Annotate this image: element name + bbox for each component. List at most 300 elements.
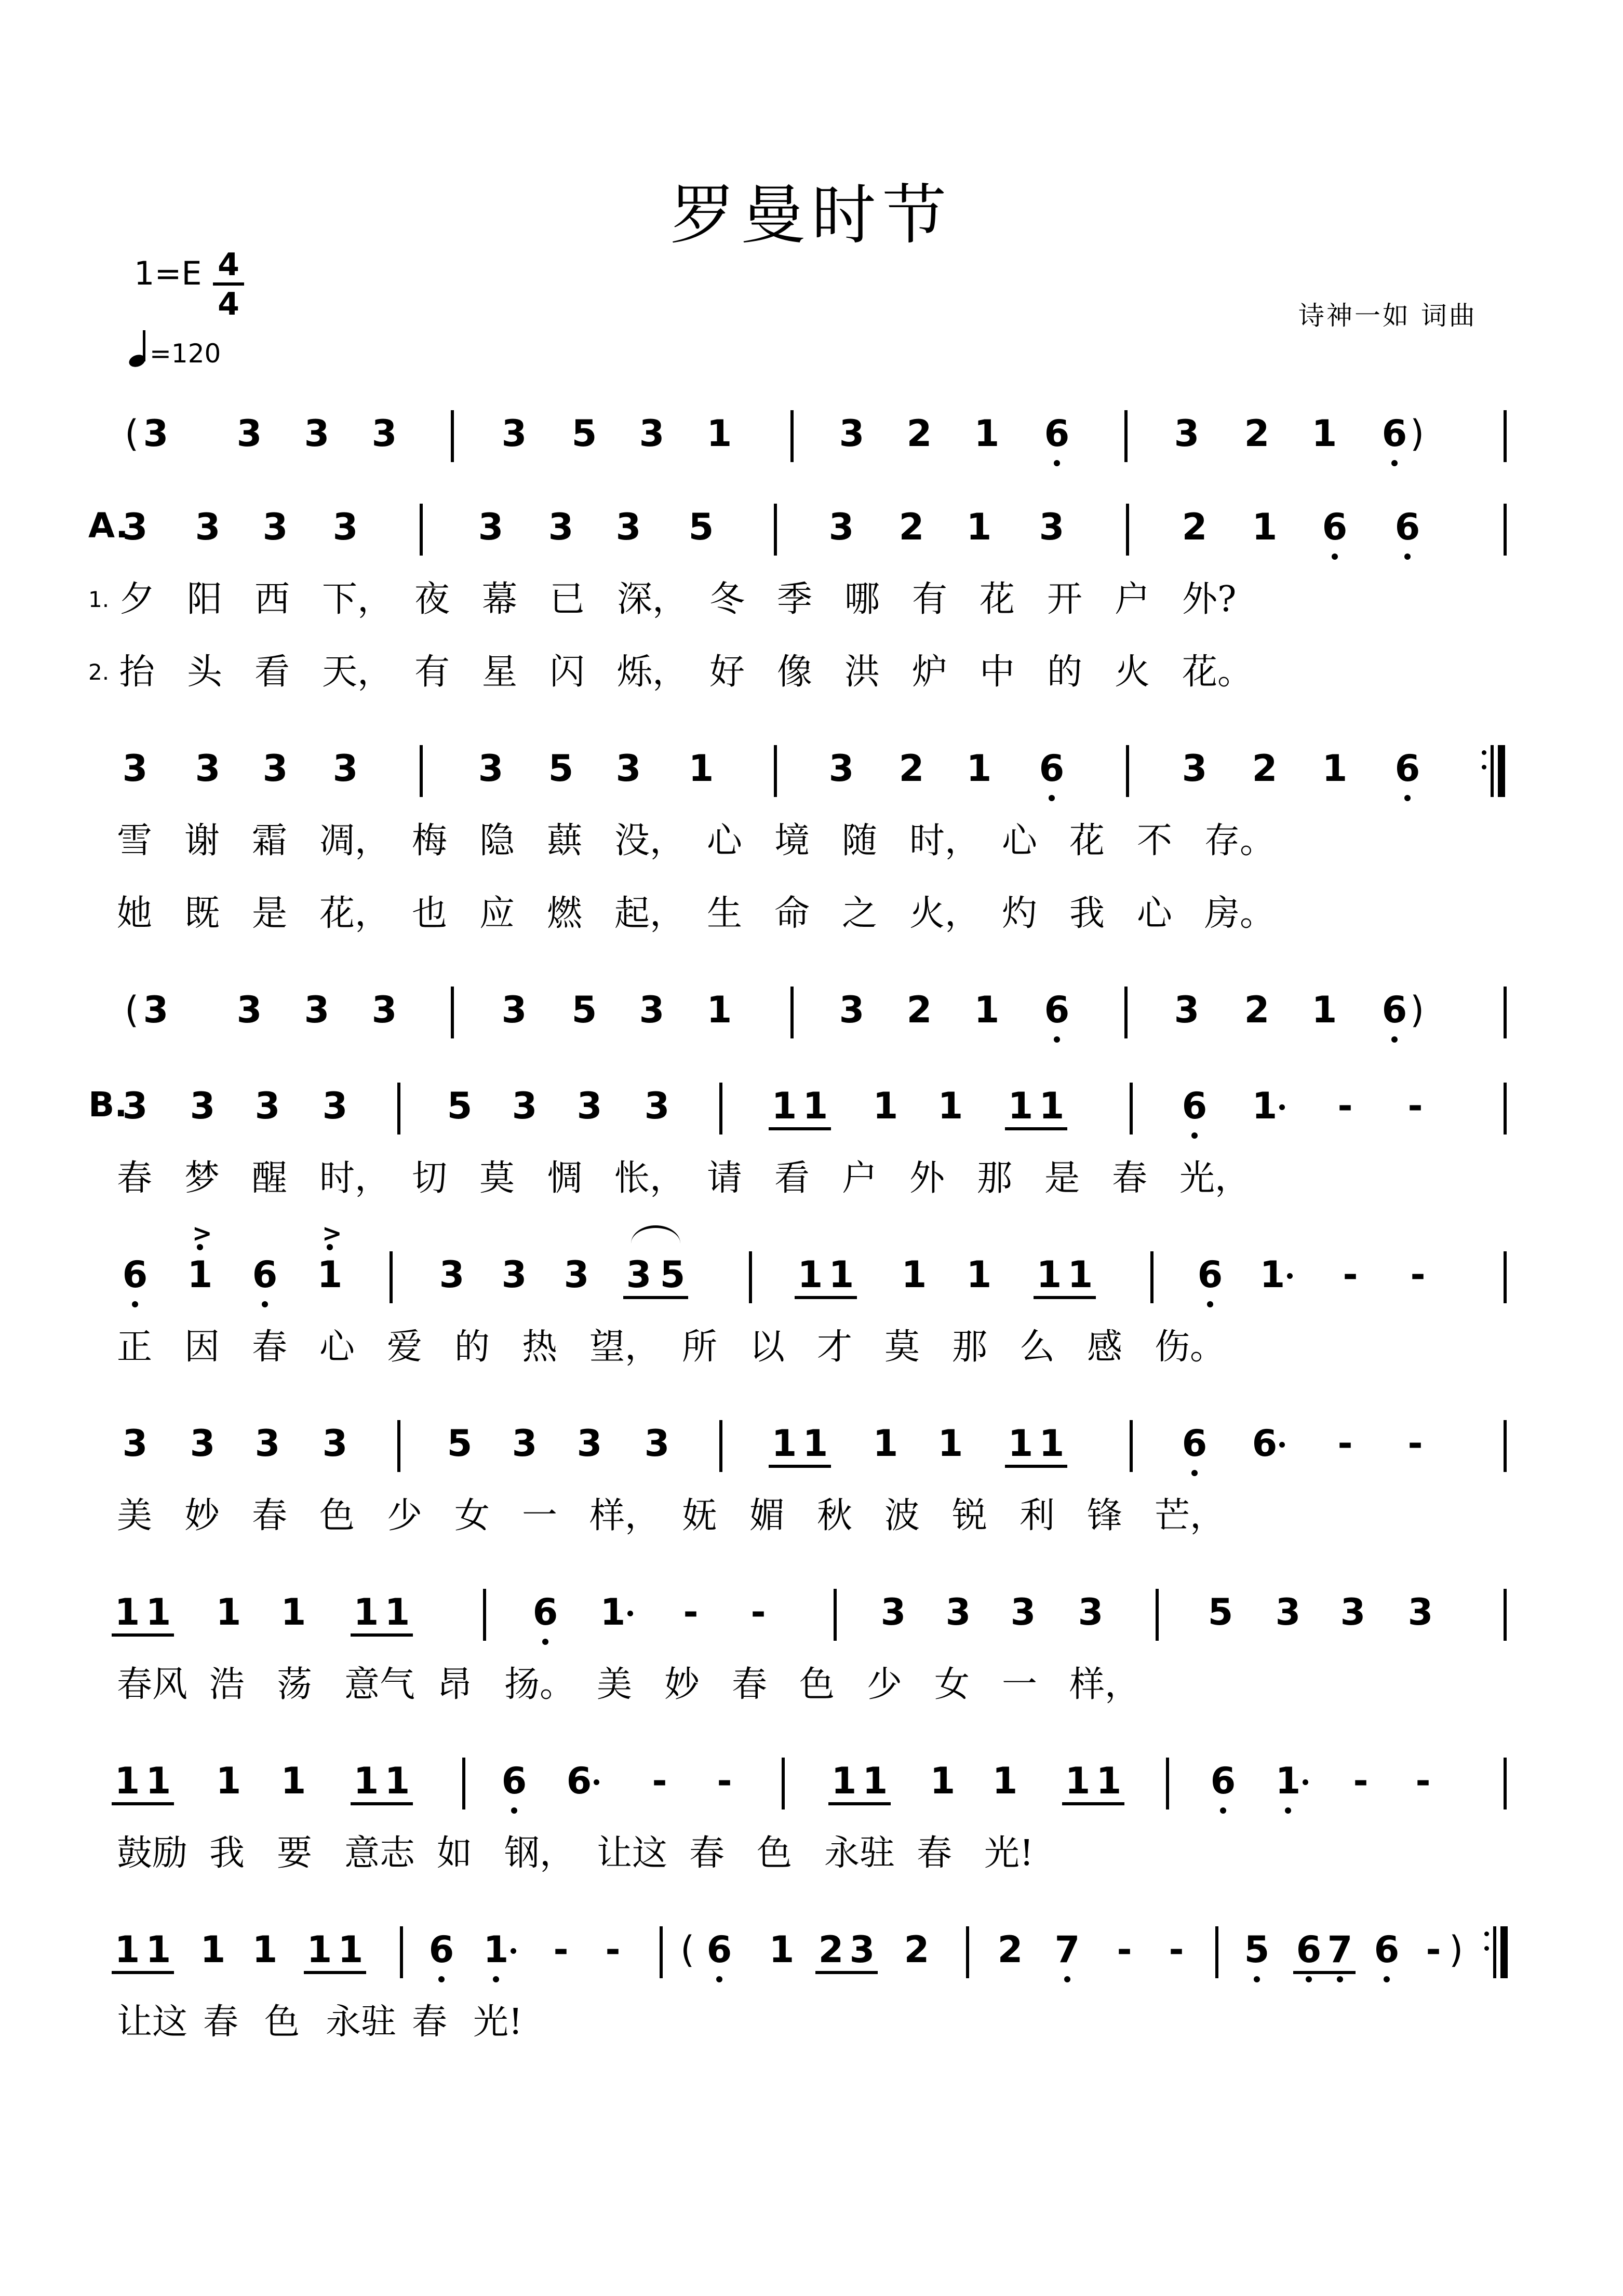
- note: 3: [828, 506, 854, 548]
- lyric-syllable: 看: [254, 652, 290, 693]
- low-octave-dot: [1384, 1976, 1390, 1982]
- note: 2: [904, 1928, 930, 1971]
- quarter-note-icon: [129, 332, 150, 369]
- low-octave-dot: [1332, 553, 1338, 560]
- augmentation-dot: [511, 1948, 516, 1954]
- lyric-syllable: 所: [682, 1327, 718, 1368]
- note: 3: [615, 747, 641, 790]
- note: 1: [252, 1928, 278, 1971]
- lyric-syllable: 春: [732, 1664, 768, 1705]
- note: -: [683, 1591, 699, 1633]
- note: 6: [1044, 989, 1070, 1031]
- note: 1: [688, 747, 714, 790]
- note: 6: [566, 1760, 592, 1802]
- note: 3: [322, 1085, 348, 1127]
- note: 1: [771, 1085, 797, 1127]
- barline: [1126, 504, 1129, 556]
- low-octave-dot: [1049, 795, 1055, 801]
- lyric-syllable: 惆: [547, 1158, 583, 1199]
- note: 3: [190, 1085, 216, 1127]
- note: 6: [1252, 1422, 1278, 1465]
- underline-beam: [769, 1127, 831, 1130]
- underline-beam: [1062, 1802, 1124, 1805]
- lyric-syllable: 感: [1087, 1327, 1123, 1368]
- note: 1: [216, 1591, 242, 1633]
- lyric-syllable: 的: [1047, 652, 1083, 693]
- barline: [1130, 1420, 1133, 1472]
- lyric-syllable: 秋: [817, 1495, 853, 1536]
- lyric-syllable: 妙: [184, 1495, 220, 1536]
- lyric-syllable: 波: [884, 1495, 920, 1536]
- note: 3: [501, 1253, 527, 1296]
- barline: [774, 745, 777, 797]
- note: 3: [122, 506, 148, 548]
- lyric-syllable: 闪: [549, 652, 585, 693]
- lyric-syllable: 不: [1137, 820, 1173, 861]
- note: 1: [353, 1760, 379, 1802]
- lyric-syllable: 中: [980, 652, 1015, 693]
- repeat-dots: [1483, 1926, 1490, 1957]
- lyric-syllable: 我: [1069, 893, 1105, 934]
- barline: [1504, 410, 1507, 462]
- note: 5: [571, 412, 597, 455]
- low-octave-dot: [1254, 1976, 1260, 1982]
- lyric-syllable: 谢: [184, 820, 220, 861]
- note: 3: [304, 412, 330, 455]
- note: 3: [190, 1422, 216, 1465]
- note: 1: [862, 1760, 888, 1802]
- barline: [397, 1083, 400, 1135]
- time-signature-bottom: 4: [218, 286, 239, 322]
- lyric-syllable: 梦: [184, 1158, 220, 1199]
- note: 1: [1252, 506, 1278, 548]
- note: 1: [930, 1760, 956, 1802]
- note: -: [1117, 1928, 1132, 1971]
- low-octave-dot: [1404, 553, 1411, 560]
- lyric-syllable: 如: [437, 1833, 473, 1874]
- section-label: A.: [88, 506, 129, 546]
- note: -: [1415, 1760, 1431, 1802]
- lyric-syllable: 命: [774, 893, 810, 934]
- lyric-syllable: 火，: [909, 893, 981, 934]
- note: 3: [576, 1085, 602, 1127]
- lyric-syllable: 望，: [589, 1327, 661, 1368]
- note: 3: [195, 747, 221, 790]
- note: 6: [1394, 506, 1420, 548]
- note: 3: [1078, 1591, 1104, 1633]
- lyric-syllable: 的: [454, 1327, 490, 1368]
- lyric-syllable: 夜: [414, 579, 450, 620]
- note: 1: [966, 747, 992, 790]
- lyric-syllable: 蕻: [547, 820, 583, 861]
- underline-beam: [1293, 1971, 1356, 1974]
- lyric-syllable: 样，: [589, 1495, 661, 1536]
- lyric-syllable: 我: [209, 1833, 245, 1874]
- lyric-syllable: 光!: [473, 2002, 523, 2043]
- slur: [631, 1225, 680, 1244]
- lyric-syllable: 妩: [682, 1495, 718, 1536]
- note: -: [1337, 1085, 1353, 1127]
- note: 3: [262, 747, 288, 790]
- lyric-syllable: 有: [414, 652, 450, 693]
- note: -: [553, 1928, 569, 1971]
- note: 3: [849, 1928, 875, 1971]
- barline: [390, 1251, 393, 1303]
- lyric-syllable: 之: [842, 893, 878, 934]
- note: 2: [818, 1928, 844, 1971]
- note: 3: [1275, 1591, 1301, 1633]
- lyric-syllable: 起，: [614, 893, 686, 934]
- note: 1: [937, 1085, 963, 1127]
- close-paren: ): [1410, 412, 1425, 455]
- lyric-syllable: 那: [977, 1158, 1013, 1199]
- lyric-syllable: 时，: [909, 820, 981, 861]
- lyric-syllable: 意气: [344, 1664, 415, 1705]
- note: 1: [280, 1591, 306, 1633]
- note: 1: [873, 1085, 898, 1127]
- note: 3: [478, 506, 504, 548]
- note: 7: [1327, 1928, 1353, 1971]
- note: 3: [512, 1085, 538, 1127]
- underline-beam: [112, 1971, 174, 1974]
- lyric-syllable: 好: [709, 652, 745, 693]
- underline-beam: [828, 1802, 891, 1805]
- lyric-syllable: 隐: [479, 820, 515, 861]
- note: -: [1169, 1928, 1184, 1971]
- lyric-syllable: 醒: [252, 1158, 288, 1199]
- low-octave-dot: [1191, 1470, 1198, 1476]
- augmentation-dot: [1287, 1273, 1293, 1279]
- underline-beam: [1005, 1127, 1067, 1130]
- low-octave-dot: [1191, 1132, 1198, 1139]
- note: 6: [1182, 1422, 1208, 1465]
- underline-beam: [795, 1296, 857, 1299]
- note: 3: [512, 1422, 538, 1465]
- lyric-syllable: 雪: [117, 820, 153, 861]
- note: 6: [1210, 1760, 1236, 1802]
- close-paren: ): [1449, 1928, 1464, 1971]
- lyric-syllable: 花: [980, 579, 1015, 620]
- note: 3: [639, 989, 665, 1031]
- note: 7: [1054, 1928, 1080, 1971]
- barline: [719, 1420, 722, 1472]
- lyric-syllable: 花，: [319, 893, 391, 934]
- final-barline: [1500, 1926, 1508, 1978]
- barline: [790, 410, 794, 462]
- barline: [1504, 504, 1507, 556]
- note: 3: [122, 747, 148, 790]
- barline: [451, 410, 454, 462]
- close-paren: ): [1410, 989, 1425, 1031]
- note: 3: [254, 1422, 280, 1465]
- low-octave-dot: [1391, 1036, 1398, 1043]
- note: 6: [706, 1928, 732, 1971]
- lyric-syllable: 冬: [709, 579, 745, 620]
- lyric-syllable: 伤。: [1155, 1327, 1226, 1368]
- lyric-syllable: 色: [799, 1664, 835, 1705]
- lyric-syllable: 烁，: [617, 652, 688, 693]
- note: 6: [1044, 412, 1070, 455]
- note: 5: [660, 1253, 686, 1296]
- note: 1: [338, 1928, 364, 1971]
- lyric-syllable: 请: [707, 1158, 743, 1199]
- verse-number: 1.: [88, 587, 110, 612]
- note: 6: [1039, 747, 1065, 790]
- note: 6: [532, 1591, 558, 1633]
- note: -: [1337, 1422, 1353, 1465]
- lyric-syllable: 季: [777, 579, 813, 620]
- note: 1: [317, 1253, 343, 1296]
- note: 3: [122, 1085, 148, 1127]
- barline: [1504, 1420, 1507, 1472]
- note: 6: [1374, 1928, 1400, 1971]
- note: 3: [262, 506, 288, 548]
- note: 6: [1296, 1928, 1322, 1971]
- lyric-syllable: 美: [117, 1495, 153, 1536]
- note: 3: [501, 989, 527, 1031]
- barline: [660, 1926, 663, 1978]
- note: 1: [1067, 1253, 1093, 1296]
- lyric-syllable: 让这: [117, 2002, 188, 2043]
- note: 6: [1197, 1253, 1223, 1296]
- low-octave-dot: [511, 1807, 517, 1814]
- note: 1: [1259, 1253, 1285, 1296]
- song-title: 罗曼时节: [670, 178, 953, 253]
- note: 3: [639, 412, 665, 455]
- barline: [1130, 1083, 1133, 1135]
- note: 3: [945, 1591, 971, 1633]
- note: 3: [501, 412, 527, 455]
- lyric-syllable: 锋: [1087, 1495, 1123, 1536]
- lyric-syllable: 霜: [252, 820, 288, 861]
- note: 1: [966, 506, 992, 548]
- note: 6: [428, 1928, 454, 1971]
- note: 5: [1244, 1928, 1270, 1971]
- open-paren: (: [125, 989, 139, 1031]
- augmentation-dot: [1303, 1779, 1308, 1785]
- note: 2: [1244, 412, 1270, 455]
- lyric-syllable: 外: [909, 1158, 945, 1199]
- lyric-syllable: 没，: [614, 820, 686, 861]
- lyric-syllable: 女: [454, 1495, 490, 1536]
- key-signature: 1=E: [134, 254, 202, 292]
- note: 1: [828, 1253, 854, 1296]
- low-octave-dot: [1054, 460, 1060, 466]
- lyric-syllable: 那: [952, 1327, 988, 1368]
- credit-line: 诗神一如 词曲: [1298, 301, 1477, 331]
- note: 1: [974, 412, 1000, 455]
- barline: [1493, 1926, 1496, 1978]
- note: -: [717, 1760, 732, 1802]
- note: 3: [236, 989, 262, 1031]
- lyric-syllable: 永驻: [824, 1833, 895, 1874]
- lyric-syllable: 下，: [322, 579, 393, 620]
- note: 1: [901, 1253, 927, 1296]
- barline: [420, 745, 423, 797]
- note: 3: [304, 989, 330, 1031]
- note: 5: [548, 747, 574, 790]
- lyric-syllable: 让这: [597, 1833, 668, 1874]
- note: 6: [122, 1253, 148, 1296]
- note: 3: [371, 412, 397, 455]
- note: -: [1407, 1085, 1423, 1127]
- final-barline: [1498, 745, 1505, 797]
- barline: [1150, 1251, 1153, 1303]
- note: 5: [1208, 1591, 1233, 1633]
- note: 3: [332, 747, 358, 790]
- lyric-syllable: 以: [749, 1327, 785, 1368]
- accent-mark: >: [322, 1219, 342, 1247]
- note: 3: [322, 1422, 348, 1465]
- note: 3: [122, 1422, 148, 1465]
- note: 6: [501, 1760, 527, 1802]
- lyric-syllable: 天，: [322, 652, 393, 693]
- lyric-syllable: 钢，: [504, 1833, 575, 1874]
- note: 1: [1036, 1253, 1062, 1296]
- lyric-syllable: 光!: [984, 1833, 1034, 1874]
- note: 3: [1010, 1591, 1036, 1633]
- barline: [400, 1926, 403, 1978]
- low-octave-dot: [438, 1976, 445, 1982]
- lyric-syllable: 生: [707, 893, 743, 934]
- lyric-syllable: 荡: [277, 1664, 313, 1705]
- lyric-syllable: 深，: [617, 579, 688, 620]
- lyric-syllable: 花: [1069, 820, 1105, 861]
- note: 2: [1244, 989, 1270, 1031]
- note: 2: [906, 989, 932, 1031]
- lyric-syllable: 爱: [387, 1327, 423, 1368]
- note: 1: [306, 1928, 332, 1971]
- low-octave-dot: [1337, 1976, 1343, 1982]
- barline: [719, 1083, 722, 1135]
- note: 1: [797, 1253, 823, 1296]
- note: 1: [145, 1591, 171, 1633]
- note: 1: [1275, 1760, 1301, 1802]
- note: 1: [1008, 1085, 1034, 1127]
- lyric-syllable: 怅，: [614, 1158, 686, 1199]
- note: 3: [1174, 412, 1200, 455]
- note: -: [750, 1591, 766, 1633]
- note: 1: [1039, 1422, 1065, 1465]
- note: 2: [997, 1928, 1023, 1971]
- note: 1: [353, 1591, 379, 1633]
- low-octave-dot: [1391, 460, 1398, 466]
- lyric-syllable: 昂: [437, 1664, 473, 1705]
- barline: [1504, 987, 1507, 1038]
- barline: [483, 1589, 486, 1641]
- barline: [1156, 1589, 1159, 1641]
- lyric-syllable: 户: [1115, 579, 1150, 620]
- lyric-syllable: 美: [597, 1664, 633, 1705]
- note: 3: [236, 412, 262, 455]
- note: 2: [1182, 506, 1208, 548]
- lyric-syllable: 开: [1047, 579, 1083, 620]
- lyric-syllable: 境: [774, 820, 810, 861]
- lyric-syllable: 芒，: [1155, 1495, 1226, 1536]
- note: 6: [1381, 989, 1407, 1031]
- note: 1: [1039, 1085, 1065, 1127]
- barline: [451, 987, 454, 1038]
- note: 3: [828, 747, 854, 790]
- note: 5: [447, 1422, 473, 1465]
- note: 3: [644, 1085, 670, 1127]
- lyric-syllable: 哪: [844, 579, 880, 620]
- barline: [1124, 410, 1128, 462]
- lyric-syllable: 头: [187, 652, 223, 693]
- lyric-syllable: 凋，: [319, 820, 391, 861]
- underline-beam: [351, 1633, 413, 1637]
- note: -: [1353, 1760, 1369, 1802]
- barline: [1504, 1251, 1507, 1303]
- barline: [749, 1251, 752, 1303]
- note: 2: [906, 412, 932, 455]
- lyric-syllable: 春: [252, 1327, 288, 1368]
- note: 5: [688, 506, 714, 548]
- low-octave-dot: [1285, 1807, 1291, 1814]
- note: 5: [571, 989, 597, 1031]
- tempo-value: =120: [150, 339, 221, 369]
- lyric-syllable: 时，: [319, 1158, 391, 1199]
- note: 3: [1182, 747, 1208, 790]
- lyric-syllable: 色: [319, 1495, 355, 1536]
- lyric-syllable: 西: [254, 579, 290, 620]
- note: 1: [1311, 412, 1337, 455]
- note: 1: [873, 1422, 898, 1465]
- note: 3: [195, 506, 221, 548]
- note: 3: [1039, 506, 1065, 548]
- note: 1: [706, 412, 732, 455]
- lyric-syllable: 燃: [547, 893, 583, 934]
- note: 1: [384, 1760, 410, 1802]
- note: 3: [439, 1253, 465, 1296]
- note: 1: [384, 1591, 410, 1633]
- note: 3: [1407, 1591, 1433, 1633]
- note: 1: [802, 1085, 828, 1127]
- lyric-syllable: 热: [522, 1327, 558, 1368]
- lyric-syllable: 随: [842, 820, 878, 861]
- underline-beam: [815, 1971, 878, 1974]
- lyric-syllable: 女: [934, 1664, 970, 1705]
- note: 1: [200, 1928, 226, 1971]
- lyric-syllable: 才: [817, 1327, 853, 1368]
- lyric-syllable: 妙: [664, 1664, 700, 1705]
- lyric-syllable: 心: [707, 820, 743, 861]
- time-signature: [213, 248, 244, 321]
- barline: [834, 1589, 837, 1641]
- note: 1: [483, 1928, 509, 1971]
- barline: [1504, 1758, 1507, 1809]
- lyric-syllable: 花。: [1182, 652, 1253, 693]
- lyric-syllable: 切: [412, 1158, 448, 1199]
- note: 3: [615, 506, 641, 548]
- note: -: [1407, 1422, 1423, 1465]
- note: 1: [992, 1760, 1018, 1802]
- lyric-syllable: 莫: [884, 1327, 920, 1368]
- barline: [1215, 1926, 1218, 1978]
- verse-number: 2.: [88, 659, 110, 685]
- barline: [420, 504, 423, 556]
- lyric-syllable: 春: [117, 1158, 153, 1199]
- note: 1: [280, 1760, 306, 1802]
- underline-beam: [1034, 1296, 1096, 1299]
- note: 1: [966, 1253, 992, 1296]
- note: 1: [771, 1422, 797, 1465]
- lyric-syllable: 浩: [209, 1664, 245, 1705]
- note: 1: [974, 989, 1000, 1031]
- note: 3: [478, 747, 504, 790]
- low-octave-dot: [1064, 1976, 1070, 1982]
- note: 1: [1096, 1760, 1122, 1802]
